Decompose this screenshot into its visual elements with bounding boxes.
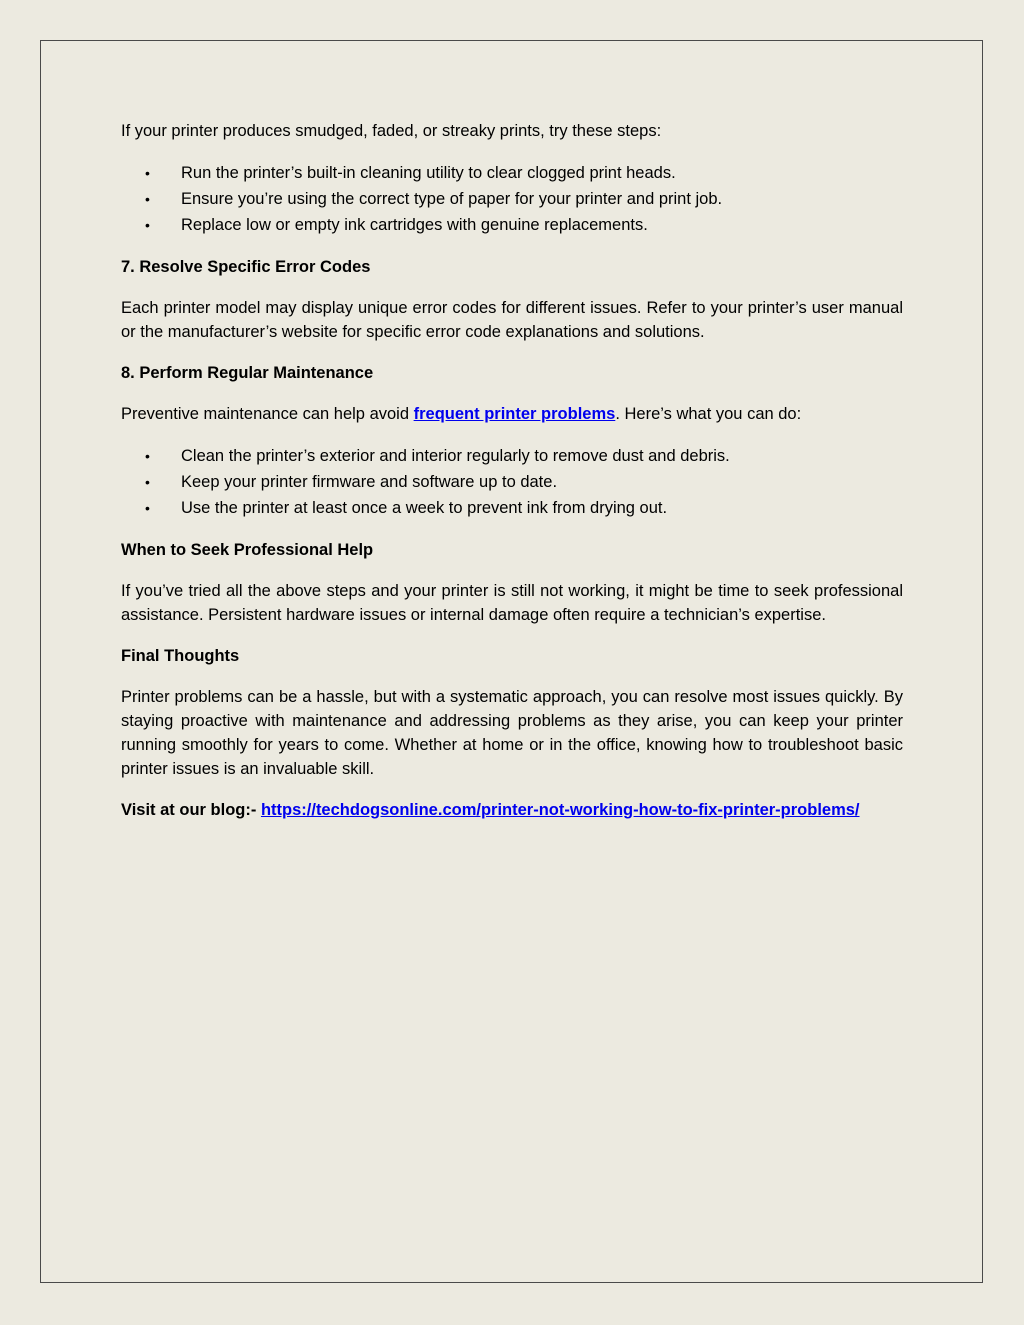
bullet-icon: • — [145, 500, 150, 516]
bullet-icon: • — [145, 191, 150, 207]
intro-paragraph: If your printer produces smudged, faded, or streaky prints, try these steps: — [121, 122, 662, 140]
blog-link[interactable]: https://techdogsonline.com/printer-not-working-how-to-fix-printer-problems/ — [260, 801, 860, 819]
list-item-text: Ensure you’re using the correct type of paper for your printer and print job. — [181, 190, 723, 208]
bullet-icon: • — [145, 217, 150, 233]
document-content — [121, 119, 903, 822]
list-item-text: Run the printer’s built-in cleaning utility to clear clogged print heads. — [181, 164, 676, 182]
blog-line — [121, 798, 903, 822]
list-item-text: Use the printer at least once a week to prevent ink from drying out. — [181, 499, 668, 517]
blog-label: Visit at our blog:- — [121, 801, 261, 819]
frequent-printer-problems-link[interactable]: frequent printer problems — [413, 405, 616, 423]
list-item-text: Clean the printer’s exterior and interior regularly to remove dust and debris. — [181, 447, 730, 465]
section-7-body: Each printer model may display unique error codes for different issues. Refer to your printer’s user manual or the manufacturer’s website for specific error code explanations and solutions. — [121, 299, 903, 341]
list-item — [121, 212, 903, 238]
final-thoughts-body: Printer problems can be a hassle, but with a systematic approach, you can resolve most issues quickly. By staying proactive with maintenance and addressing problems as they arise, you can keep your printer running smoothly for years to come. Whether at home or in the office, knowing how to troubleshoot basic printer issues is an invaluable skill. — [121, 688, 903, 778]
professional-help-heading: When to Seek Professional Help — [121, 541, 374, 559]
maintenance-list — [121, 443, 903, 521]
section-8-body — [121, 402, 903, 426]
section-7-heading: 7. Resolve Specific Error Codes — [121, 258, 371, 276]
professional-help-body: If you’ve tried all the above steps and your printer is still not working, it might be time to seek professional assistance. Persistent hardware issues or internal damage often require a technician’s expertise. — [121, 582, 903, 624]
bullet-icon: • — [145, 165, 150, 181]
bullet-icon: • — [145, 448, 150, 464]
list-item — [121, 469, 903, 495]
list-item — [121, 495, 903, 521]
list-item — [121, 443, 903, 469]
section-8-text-after: . Here’s what you can do: — [615, 405, 802, 423]
final-thoughts-heading: Final Thoughts — [121, 647, 240, 665]
list-item — [121, 160, 903, 186]
list-item — [121, 186, 903, 212]
section-8-text-before: Preventive maintenance can help avoid — [121, 405, 414, 423]
section-8-heading: 8. Perform Regular Maintenance — [121, 364, 374, 382]
list-item-text: Keep your printer firmware and software up to date. — [181, 473, 558, 491]
bullet-icon: • — [145, 474, 150, 490]
list-item-text: Replace low or empty ink cartridges with genuine replacements. — [181, 216, 648, 234]
cleaning-steps-list — [121, 160, 903, 238]
